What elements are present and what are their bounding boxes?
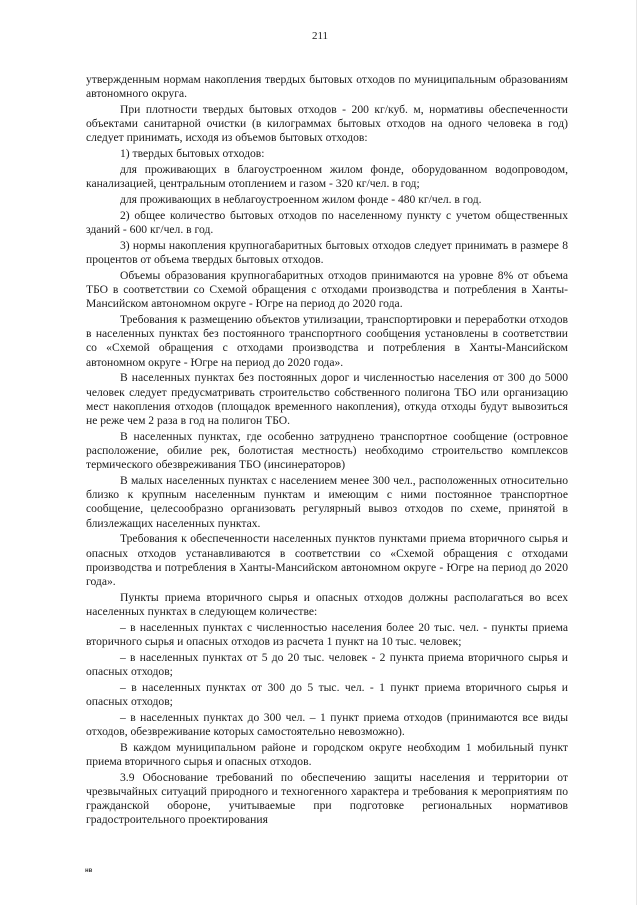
paragraph: В населенных пунктах, где особенно затруднено транспортное сообщение (островное расположение, обилие рек, болотистая местность) необходимо строительство комплексов термического обезвреживания ТБО (инсинераторов)	[86, 429, 568, 472]
section-heading: 3.9 Обоснование требований по обеспечению защиты населения и территории от чрезвычайных ситуаций природного и техногенного характера и требования к мероприятиям по гражданской обороне, учитываемые при подготовке региональных нормативов градостроительного проектирования	[86, 770, 568, 827]
paragraph: Требования к размещению объектов утилизации, транспортировки и переработки отходов в населенных пунктах без постоянного транспортного сообщения установлены в соответствии со «Схемой обращения с отходами производства и потребления в Ханты-Мансийском автономном округе - Югре на период до 2020 года».	[86, 313, 568, 369]
paragraph: Объемы образования крупногабаритных отходов принимаются на уровне 8% от объема ТБО в соответствии со Схемой обращения с отходами производства и потребления в Ханты-Мансийском автономном округе - Югре на период до 2020 года.	[86, 268, 568, 311]
paragraph: В малых населенных пунктах с населением менее 300 чел., расположенных относительно близко к крупным населенным пунктам и имеющим с ними постоянное транспортное сообщение, целесообразно организовать регулярный вывоз отходов по схеме, принятой в близлежащих населенных пунктах.	[86, 474, 568, 530]
list-item: – в населенных пунктах от 300 до 5 тыс. чел. - 1 пункт приема вторичного сырья и опасных отходов;	[86, 680, 568, 709]
paragraph: для проживающих в благоустроенном жилом фонде, оборудованном водопроводом, канализацией, центральным отоплением и газом - 320 кг/чел. в год;	[86, 163, 568, 191]
list-item: – в населенных пунктах от 5 до 20 тыс. человек - 2 пункта приема вторичного сырья и опасных отходов;	[86, 650, 568, 679]
list-item: – в населенных пунктах с численностью населения более 20 тыс. чел. - пункты приема вторичного сырья и опасных отходов из расчета 1 пункт на 10 тыс. человек;	[86, 620, 568, 649]
paragraph: Требования к обеспеченности населенных пунктов пунктами приема вторичного сырья и опасных отходов устанавливаются в соответствии со «Схемой обращения с отходами производства и потребления в Ханты-Мансийском автономном округе - Югре на период до 2020 года».	[86, 532, 568, 589]
paragraph: для проживающих в неблагоустроенном жилом фонде - 480 кг/чел. в год.	[120, 193, 482, 206]
list-item: – в населенных пунктах до 300 чел. – 1 пункт приема отходов (принимаются все виды отходов, обезвреживание которых самостоятельно невозможно).	[86, 710, 568, 739]
paragraph: В каждом муниципальном районе и городском округе необходим 1 мобильный пункт приема вторичного сырья и опасных отходов.	[86, 740, 568, 769]
paragraph: Пункты приема вторичного сырья и опасных отходов должны располагаться во всех населенных пунктах в следующем количестве:	[86, 590, 568, 619]
paragraph: В населенных пунктах без постоянных дорог и численностью населения от 300 до 5000 человек следует предусматривать строительство собственного полигона ТБО или организацию мест накопления отходов (площадок временного накопления), откуда отходы будут вывозиться не реже чем 2 раза в год на полигон ТБО.	[86, 371, 568, 428]
page-edge	[636, 0, 637, 905]
paragraph: При плотности твердых бытовых отходов - 200 кг/куб. м, нормативы обеспеченности объектами санитарной очистки (в килограммах бытовых отходов на одного человека в год) следует принимать, исходя из объемов бытовых отходов:	[86, 103, 568, 145]
paragraph: 1) твердых бытовых отходов:	[120, 147, 265, 161]
scan-mark: нв	[85, 868, 93, 874]
paragraph: 2) общее количество бытовых отходов по населенному пункту с учетом общественных зданий - 600 кг/чел. в год.	[86, 208, 568, 236]
paragraph: 3) нормы накопления крупногабаритных бытовых отходов следует принимать в размере 8 процентов от объема твердых бытовых отходов.	[86, 238, 568, 266]
page-body	[86, 73, 568, 829]
paragraph: утвержденным нормам накопления твердых бытовых отходов по муниципальным образованиям автономного округа.	[86, 73, 568, 101]
page-number: 211	[311, 30, 329, 42]
